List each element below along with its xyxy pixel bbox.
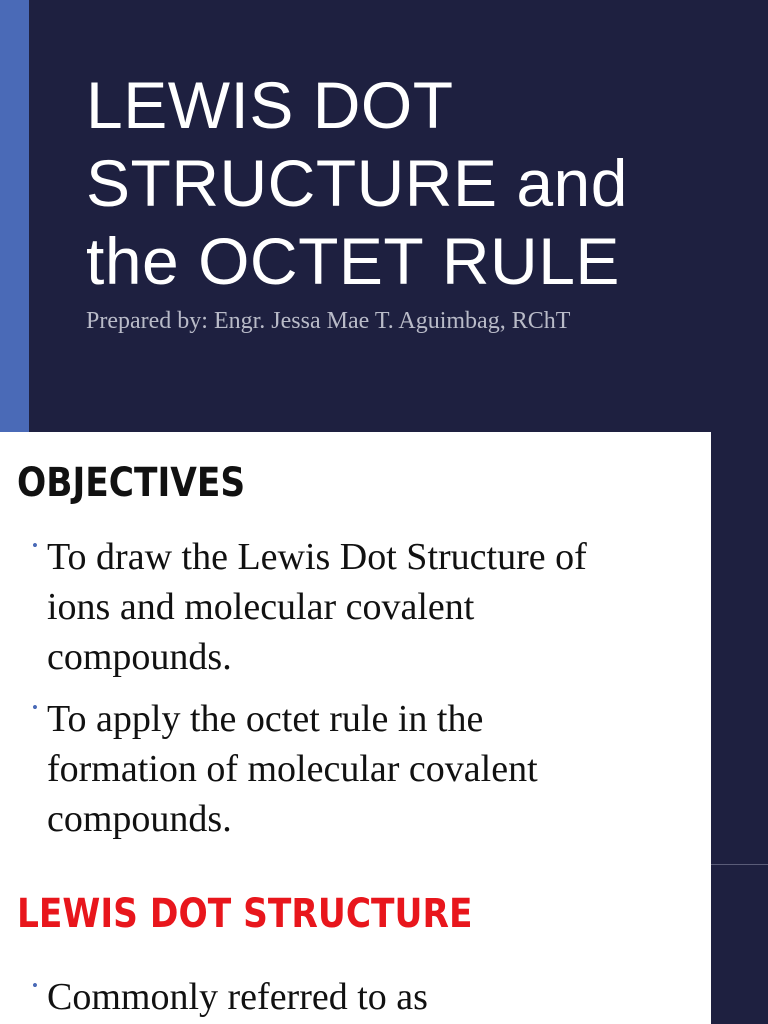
title-slide	[0, 0, 768, 432]
lewis-bullet	[32, 972, 692, 1022]
bullet-icon: •	[32, 536, 38, 555]
objective-bullet	[32, 532, 692, 682]
bullet-icon: •	[32, 976, 38, 995]
bullet-text-line: To draw the Lewis Dot Structure of	[47, 536, 587, 578]
bullet-text-line: compounds.	[47, 636, 232, 678]
bullet-text-line: compounds.	[47, 798, 232, 840]
slide-subtitle: Prepared by: Engr. Jessa Mae T. Aguimbag, RChT	[86, 308, 571, 334]
lewis-dot-heading: LEWIS DOT STRUCTURE	[17, 891, 473, 937]
slide-divider	[711, 864, 768, 865]
bullet-text-line: Commonly referred to as	[47, 976, 428, 1018]
objective-bullet	[32, 694, 692, 844]
title-line: the OCTET RULE	[86, 224, 620, 298]
bullet-icon: •	[32, 698, 38, 717]
objectives-heading: OBJECTIVES	[17, 460, 246, 506]
bullet-text-line: formation of molecular covalent	[47, 748, 538, 790]
bullet-text-line: ions and molecular covalent	[47, 586, 475, 628]
slide-title	[86, 66, 746, 300]
title-line: LEWIS DOT	[86, 68, 454, 142]
accent-bar	[0, 0, 29, 432]
title-line: STRUCTURE and	[86, 146, 628, 220]
bullet-text-line: To apply the octet rule in the	[47, 698, 484, 740]
